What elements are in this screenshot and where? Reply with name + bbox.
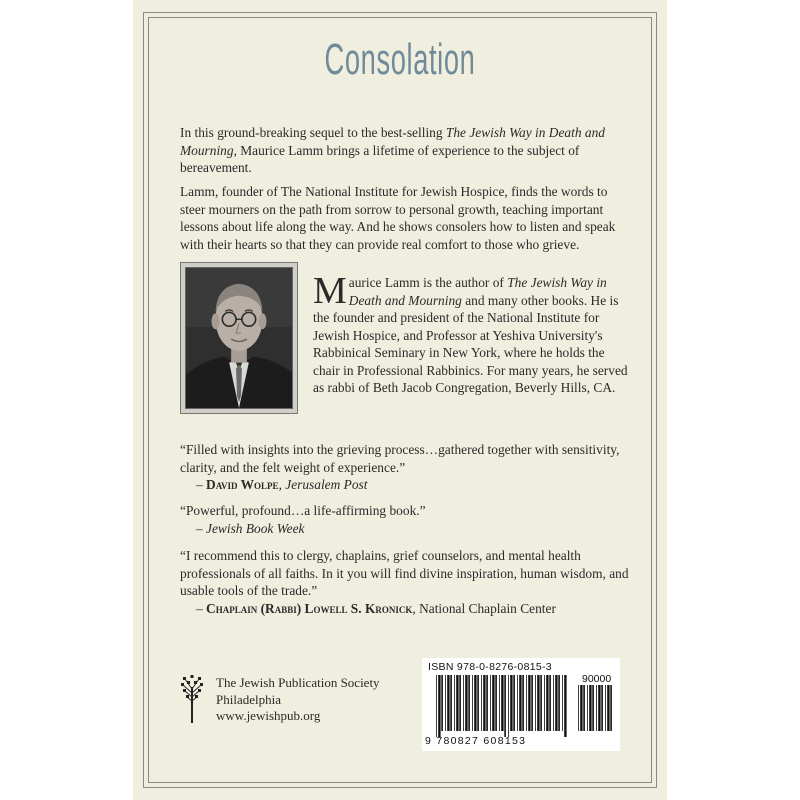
lamm-paragraph: Lamm, founder of The National Institute for Jewish Hospice, finds the words to steer mourners on the path from sorrow to personal growth, teaching important lessons about life along the way. And he shows consolers how to listen and speak with their hearts so that they can provide real comfort to those who grieve. <box>180 184 616 252</box>
attribution-dash: – <box>196 520 207 536</box>
bio-text-2: and many other books. He is the founder and president of the National Institute for Jewish Hospice, and Professor at Yeshiva University's Rabbinical Seminary in New York, where he holds the chair in Professional Rabbinics. For many years, he served as rabbi of Beth Jacob Congregation, Beverly Hills, CA. <box>313 292 628 395</box>
quote-attribution <box>180 520 640 538</box>
bio-text-1: aurice Lamm is the author of <box>348 275 508 290</box>
tree-icon <box>180 675 204 723</box>
author-photo <box>185 267 293 409</box>
book-back-cover <box>133 0 667 800</box>
quote-text: “Powerful, profound…a life-affirming book.” <box>180 503 426 518</box>
quote-text: “Filled with insights into the grieving process…gathered together with sensitivity, clarity, and the felt weight of experience.” <box>180 442 620 475</box>
intro-text-1: In this ground-breaking sequel to the best-selling <box>180 125 446 140</box>
addon-barcode-icon <box>578 685 614 737</box>
barcode-digits: 9 780827 608153 <box>425 735 527 747</box>
barcode-icon <box>436 675 568 737</box>
price-code: 90000 <box>582 673 612 685</box>
publisher-city: Philadelphia <box>216 691 281 707</box>
publisher-website: www.jewishpub.org <box>216 708 321 723</box>
quote-attribution <box>180 476 640 494</box>
author-portrait-image <box>186 268 292 408</box>
bio-book-title: The Jewish Way in Death and Mourning <box>348 275 607 308</box>
attribution-name: David Wolpe <box>206 477 279 492</box>
attribution-name: Chaplain (Rabbi) Lowell S. Kronick <box>206 600 413 616</box>
blurb-quote <box>180 441 640 494</box>
intro-paragraph <box>180 124 632 177</box>
attribution-dash: – <box>196 477 207 492</box>
quote-attribution <box>180 600 640 618</box>
quote-text: “I recommend this to clergy, chaplains, grief counselors, and mental health professionals of all faiths. In it you will find divine inspiration, human wisdom, and usable tools of the trade.” <box>180 548 629 598</box>
isbn-label: ISBN 978-0-8276-0815-3 <box>428 661 552 673</box>
author-photo-frame <box>180 262 298 414</box>
blurb-quote <box>180 547 640 617</box>
attribution-separator: , <box>412 600 420 616</box>
blurb-quote <box>180 502 640 537</box>
attribution-source: National Chaplain Center <box>419 600 556 616</box>
attribution-source: Jewish Book Week <box>206 520 305 536</box>
intro-text-2: , Maurice Lamm brings a lifetime of experience to the subject of bereavement. <box>180 142 580 175</box>
book-title: Consolation <box>324 35 476 84</box>
publisher-name: The Jewish Publication Society <box>216 675 380 690</box>
author-bio <box>313 270 633 397</box>
drop-cap: M <box>313 270 347 312</box>
attribution-dash: – <box>196 600 207 616</box>
barcode-panel <box>422 658 620 751</box>
intro-book-title: The Jewish Way in Death and Mourning <box>180 125 605 158</box>
attribution-source: Jerusalem Post <box>285 477 368 492</box>
attribution-separator: , <box>278 477 286 492</box>
